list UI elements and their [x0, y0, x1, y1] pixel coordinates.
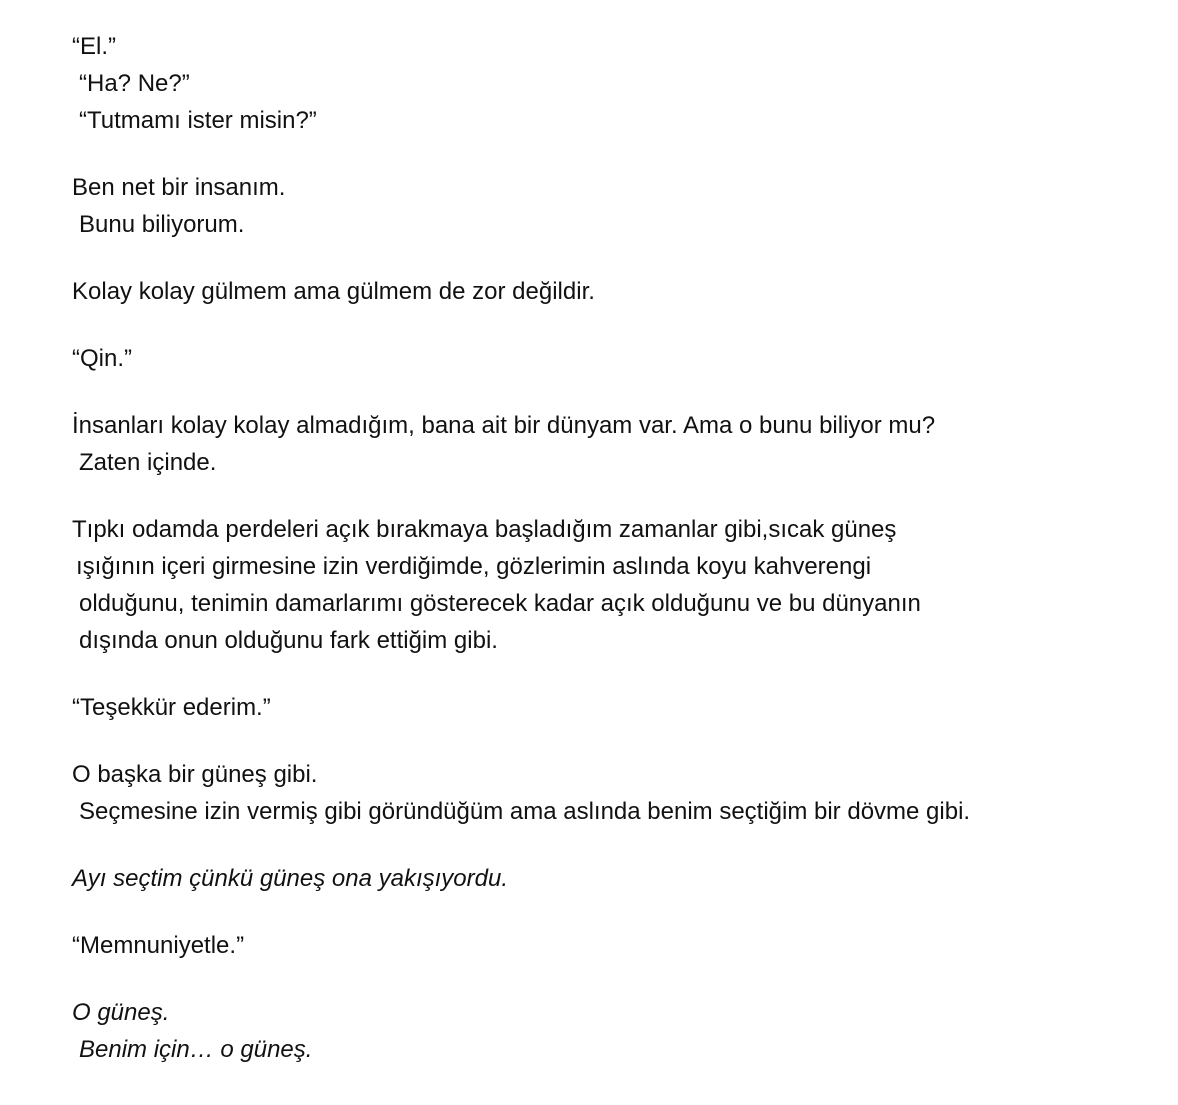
text-line: “El.”: [72, 33, 116, 60]
text-line: dışında onun olduğunu fark ettiğim gibi.: [79, 627, 498, 654]
text-line: İnsanları kolay kolay almadığım, bana ait bir dünyam var. Ama o bunu biliyor mu?: [72, 412, 936, 439]
text-line: olduğunu, tenimin damarlarımı gösterecek kadar açık olduğunu ve bu dünyanın: [79, 590, 921, 617]
text-line: Ben net bir insanım.: [72, 174, 286, 201]
text-line: “Teşekkür ederim.”: [72, 694, 271, 721]
paragraph-2: [72, 169, 1152, 243]
text-line: “Memnuniyetle.”: [72, 932, 245, 959]
text-line: Benim için… o güneş.: [79, 1036, 313, 1063]
paragraph-dialogue-4: [72, 927, 1152, 964]
paragraph-6: [72, 511, 1152, 659]
text-line: Tıpkı odamda perdeleri açık bırakmaya başladığım zamanlar gibi,sıcak güneş: [72, 516, 897, 543]
text-line: “Ha? Ne?”: [79, 70, 190, 97]
document-body: [72, 28, 1152, 1098]
text-line: “Qin.”: [72, 345, 132, 372]
paragraph-dialogue-1: [72, 28, 1152, 139]
paragraph-italic-2: [72, 994, 1152, 1068]
text-line: O başka bir güneş gibi.: [72, 761, 318, 788]
paragraph-dialogue-2: [72, 340, 1152, 377]
text-line: Zaten içinde.: [79, 449, 217, 476]
paragraph-dialogue-3: [72, 689, 1152, 726]
text-line: Seçmesine izin vermiş gibi göründüğüm ama aslında benim seçtiğim bir dövme gibi.: [79, 798, 971, 825]
text-line: “Tutmamı ister misin?”: [79, 107, 317, 134]
text-line: Ayı seçtim çünkü güneş ona yakışıyordu.: [72, 865, 509, 892]
paragraph-3: [72, 273, 1152, 310]
text-line: O güneş.: [72, 999, 170, 1026]
text-line: ışığının içeri girmesine izin verdiğimde, gözlerimin aslında koyu kahverengi: [76, 553, 872, 580]
paragraph-5: [72, 407, 1152, 481]
paragraph-italic-1: [72, 860, 1152, 897]
text-line: Bunu biliyorum.: [79, 211, 245, 238]
text-line: Kolay kolay gülmem ama gülmem de zor değildir.: [72, 278, 595, 305]
paragraph-8: [72, 756, 1152, 830]
